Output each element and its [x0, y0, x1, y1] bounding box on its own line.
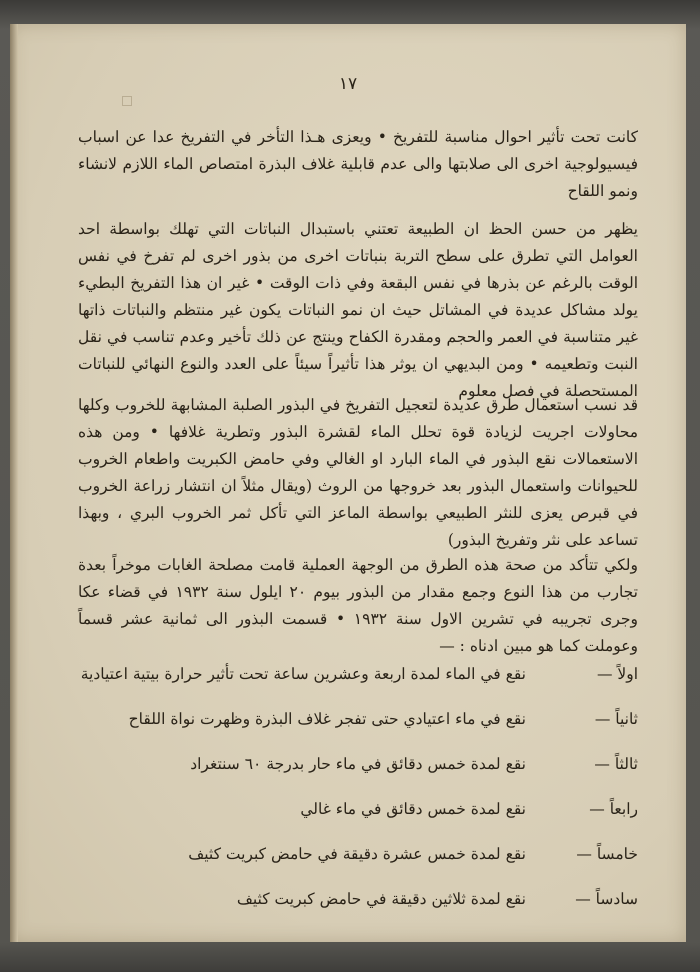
treatment-text: نقع لمدة خمس دقائق في ماء غالي: [300, 800, 526, 818]
treatment-list: [78, 652, 638, 922]
treatment-item-6: [78, 877, 638, 922]
treatment-ordinal: رابعاً —: [589, 800, 638, 818]
treatment-item-3: [78, 742, 638, 787]
ink-mark: [122, 96, 132, 106]
page-number: ١٧: [338, 74, 358, 94]
treatment-text: نقع لمدة ثلاثين دقيقة في حامض كبريت كثيف: [236, 890, 526, 908]
treatment-item-2: [78, 697, 638, 742]
treatment-ordinal: ثالثاً —: [594, 755, 638, 773]
treatment-ordinal: اولاً —: [596, 665, 638, 683]
treatment-ordinal: سادساً —: [575, 890, 638, 908]
paragraph-4: ولكي تتأكد من صحة هذه الطرق من الوجهة العملية قامت مصلحة الغابات موخراً بعدة تجارب من هذا النوع وجمع مقدار من البذور بيوم ٢٠ ايلول سنة ١٩٣٢ في قضاء عكا وجرى تجريبه في تشرين الاول سنة ١٩٣٢ • قسمت البذور الى ثمانية عشر قسماً وعوملت كما هو مبين ادناه : —: [78, 555, 638, 655]
paragraph-3: قد نسب استعمال طرق عديدة لتعجيل التفريخ في البذور الصلبة المشابهة للخروب وكلها محاولات اجريت لزيادة قوة تحلل الماء لقشرة البذور وتطرية غلافها • ومن هذه الاستعمالات نقع البذور في الماء البارد او الغالي وفي حامض الكبريت واطعام الخروب للحيوانات واستعمال البذور بعد خروجها من الروث (ويقال مثلاً ان انتشار زراعة الخروب في قبرص يعزى للنثر الطبيعي بواسطة الماعز التي تأكل ثمر الخروب البري ، وبهذا تساعد على نثر وتفريخ البذور): [78, 395, 638, 549]
treatment-text: نقع لمدة خمس عشرة دقيقة في حامض كبريت كثيف: [188, 845, 526, 863]
paragraph-1: كانت تحت تأثير احوال مناسبة للتفريخ • ويعزى هـذا التأخر في التفريخ عدا عن اسباب فيسيولوجية اخرى الى صلابتها والى عدم قابلية غلاف البذرة امتصاص الماء اللازم لانشاء ونمو اللقاح: [78, 127, 638, 200]
treatment-item-4: [78, 787, 638, 832]
book-page: [10, 24, 686, 942]
treatment-item-5: [78, 832, 638, 877]
paragraph-2: يظهر من حسن الحظ ان الطبيعة تعتني باستبدال النباتات التي تهلك بواسطة احد العوامل التي تطرق على سطح التربة بنباتات اخرى من بذور اخرى لم تفرخ في نفس الوقت بالرغم عن بذرها في نفس البقعة وفي ذات الوقت • غير ان هذا التفريخ البطيء يولد مشاكل عديدة في المشاتل حيث ان نمو النباتات يكون غير منتظم والنباتات ذاتها غير متناسبة في العمر والحجم ومقدرة الكفاح وينتج عن ذلك تأخير وعدم تناسب في نقل النبت وتطعيمه • ومن البديهي ان يوثر هذا تأثيراً سيئاً على العدد والنوع النهائي للنباتات المستحصلة في فصل معلوم: [78, 219, 638, 400]
treatment-ordinal: خامساً —: [576, 845, 638, 863]
treatment-text: نقع في الماء لمدة اربعة وعشرين ساعة تحت تأثير حرارة بيتية اعتيادية: [80, 665, 526, 683]
treatment-ordinal: ثانياً —: [594, 710, 638, 728]
treatment-item-1: [78, 652, 638, 697]
treatment-text: نقع في ماء اعتيادي حتى تفجر غلاف البذرة وظهرت نواة اللقاح: [128, 710, 526, 728]
treatment-text: نقع لمدة خمس دقائق في ماء حار بدرجة ٦٠ سنتغراد: [190, 755, 526, 773]
page-spine-shadow: [10, 24, 18, 942]
